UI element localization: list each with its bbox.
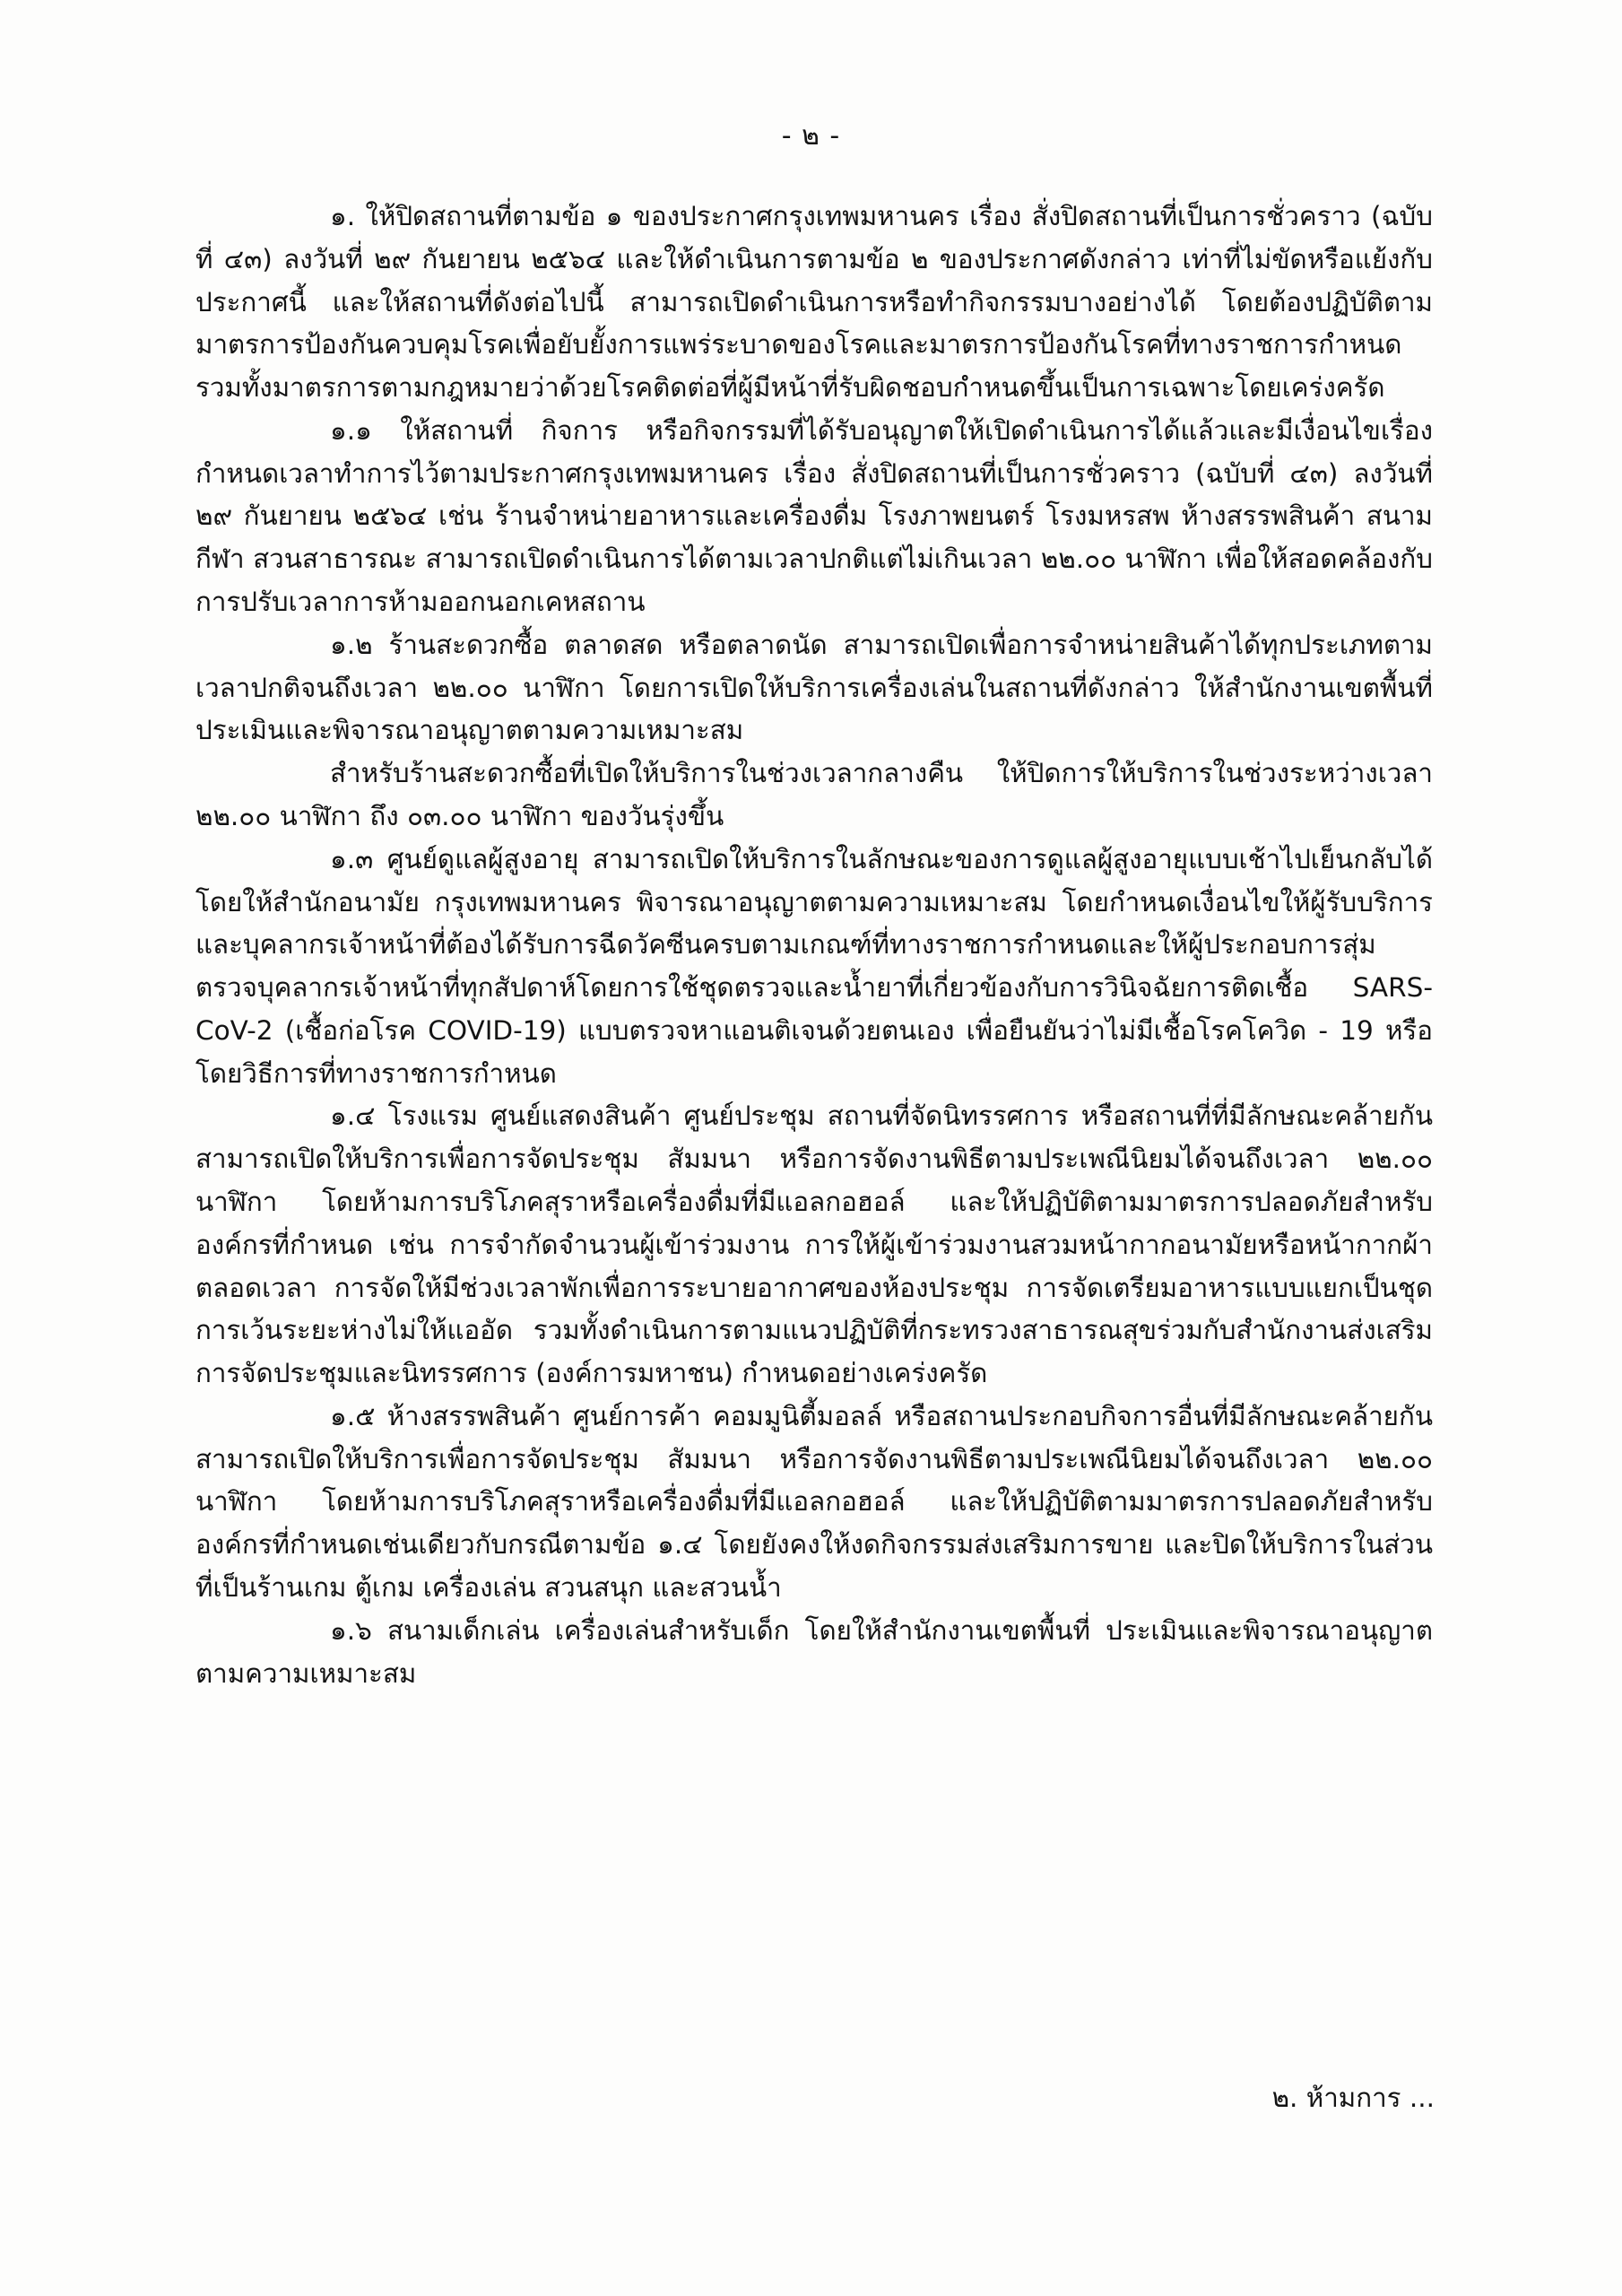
document-body: [195, 196, 1433, 1695]
paragraph-clause-1-1: ๑.๑ ให้สถานที่ กิจการ หรือกิจกรรมที่ได้รับอนุญาตให้เปิดดำเนินการได้แล้วและมีเงื่อนไขเรื่องกำหนดเวลาทำการไว้ตามประกาศกรุงเทพมหานคร เรื่อง สั่งปิดสถานที่เป็นการชั่วคราว (ฉบับที่ ๔๓) ลงวันที่ ๒๙ กันยายน ๒๕๖๔ เช่น ร้านจำหน่ายอาหารและเครื่องดื่ม โรงภาพยนตร์ โรงมหรสพ ห้างสรรพสินค้า สนามกีฬา สวนสาธารณะ สามารถเปิดดำเนินการได้ตามเวลาปกติแต่ไม่เกินเวลา ๒๒.๐๐ นาฬิกา เพื่อให้สอดคล้องกับการปรับเวลาการห้ามออกนอกเคหสถาน: [195, 414, 1433, 618]
page-number: - ๒ -: [781, 120, 841, 152]
paragraph-clause-1-5: ๑.๕ ห้างสรรพสินค้า ศูนย์การค้า คอมมูนิตี้มอลล์ หรือสถานประกอบกิจการอื่นที่มีลักษณะคล้ายกัน สามารถเปิดให้บริการเพื่อการจัดประชุม สัมมนา หรือการจัดงานพิธีตามประเพณีนิยมได้จนถึงเวลา ๒๒.๐๐ นาฬิกา โดยห้ามการบริโภคสุราหรือเครื่องดื่มที่มีแอลกอฮอล์ และให้ปฏิบัติตามมาตรการปลอดภัยสำหรับองค์กรที่กำหนดเช่นเดียวกับกรณีตามข้อ ๑.๔ โดยยังคงให้งดกิจกรรมส่งเสริมการขาย และปิดให้บริการในส่วนที่เป็นร้านเกม ตู้เกม เครื่องเล่น สวนสนุก และสวนน้ำ: [195, 1400, 1433, 1603]
footer-continuation-note: ๒. ห้ามการ ...: [1271, 2083, 1435, 2113]
paragraph-clause-1-2: ๑.๒ ร้านสะดวกซื้อ ตลาดสด หรือตลาดนัด สามารถเปิดเพื่อการจำหน่ายสินค้าได้ทุกประเภทตามเวลาปกติจนถึงเวลา ๒๒.๐๐ นาฬิกา โดยการเปิดให้บริการเครื่องเล่นในสถานที่ดังกล่าว ให้สำนักงานเขตพื้นที่ประเมินและพิจารณาอนุญาตตามความเหมาะสม: [195, 629, 1433, 746]
paragraph-clause-1-4: ๑.๔ โรงแรม ศูนย์แสดงสินค้า ศูนย์ประชุม สถานที่จัดนิทรรศการ หรือสถานที่ที่มีลักษณะคล้ายกัน สามารถเปิดให้บริการเพื่อการจัดประชุม สัมมนา หรือการจัดงานพิธีตามประเพณีนิยมได้จนถึงเวลา ๒๒.๐๐ นาฬิกา โดยห้ามการบริโภคสุราหรือเครื่องดื่มที่มีแอลกอฮอล์ และให้ปฏิบัติตามมาตรการปลอดภัยสำหรับองค์กรที่กำหนด เช่น การจำกัดจำนวนผู้เข้าร่วมงาน การให้ผู้เข้าร่วมงานสวมหน้ากากอนามัยหรือหน้ากากผ้าตลอดเวลา การจัดให้มีช่วงเวลาพักเพื่อการระบายอากาศของห้องประชุม การจัดเตรียมอาหารแบบแยกเป็นชุด การเว้นระยะห่างไม่ให้แออัด รวมทั้งดำเนินการตามแนวปฏิบัติที่กระทรวงสาธารณสุขร่วมกับสำนักงานส่งเสริมการจัดประชุมและนิทรรศการ (องค์การมหาชน) กำหนดอย่างเคร่งครัด: [195, 1100, 1433, 1389]
paragraph-clause-1: ๑. ให้ปิดสถานที่ตามข้อ ๑ ของประกาศกรุงเทพมหานคร เรื่อง สั่งปิดสถานที่เป็นการชั่วคราว (ฉบับที่ ๔๓) ลงวันที่ ๒๙ กันยายน ๒๕๖๔ และให้ดำเนินการตามข้อ ๒ ของประกาศดังกล่าว เท่าที่ไม่ขัดหรือแย้งกับประกาศนี้ และให้สถานที่ดังต่อไปนี้ สามารถเปิดดำเนินการหรือทำกิจกรรมบางอย่างได้ โดยต้องปฏิบัติตามมาตรการป้องกันควบคุมโรคเพื่อยับยั้งการแพร่ระบาดของโรคและมาตรการป้องกันโรคที่ทางราชการกำหนด รวมทั้งมาตรการตามกฎหมายว่าด้วยโรคติดต่อที่ผู้มีหน้าที่รับผิดชอบกำหนดขึ้นเป็นการเฉพาะโดยเคร่งครัด: [195, 201, 1433, 404]
paragraph-clause-1-2-continued: สำหรับร้านสะดวกซื้อที่เปิดให้บริการในช่วงเวลากลางคืน ให้ปิดการให้บริการในช่วงระหว่างเวลา ๒๒.๐๐ นาฬิกา ถึง ๐๓.๐๐ นาฬิกา ของวันรุ่งขึ้น: [195, 758, 1433, 831]
paragraph-clause-1-3: ๑.๓ ศูนย์ดูแลผู้สูงอายุ สามารถเปิดให้บริการในลักษณะของการดูแลผู้สูงอายุแบบเช้าไปเย็นกลับได้ โดยให้สำนักอนามัย กรุงเทพมหานคร พิจารณาอนุญาตตามความเหมาะสม โดยกำหนดเงื่อนไขให้ผู้รับบริการและบุคลากรเจ้าหน้าที่ต้องได้รับการฉีดวัคซีนครบตามเกณฑ์ที่ทางราชการกำหนดและให้ผู้ประกอบการสุ่มตรวจบุคลากรเจ้าหน้าที่ทุกสัปดาห์โดยการใช้ชุดตรวจและน้ำยาที่เกี่ยวข้องกับการวินิจฉัยการติดเชื้อ SARS-CoV-2 (เชื้อก่อโรค COVID-19) แบบตรวจหาแอนติเจนด้วยตนเอง เพื่อยืนยันว่าไม่มีเชื้อโรคโควิด - 19 หรือโดยวิธีการที่ทางราชการกำหนด: [195, 843, 1433, 1089]
paragraph-clause-1-6: ๑.๖ สนามเด็กเล่น เครื่องเล่นสำหรับเด็ก โดยให้สำนักงานเขตพื้นที่ ประเมินและพิจารณาอนุญาตตามความเหมาะสม: [195, 1614, 1433, 1689]
